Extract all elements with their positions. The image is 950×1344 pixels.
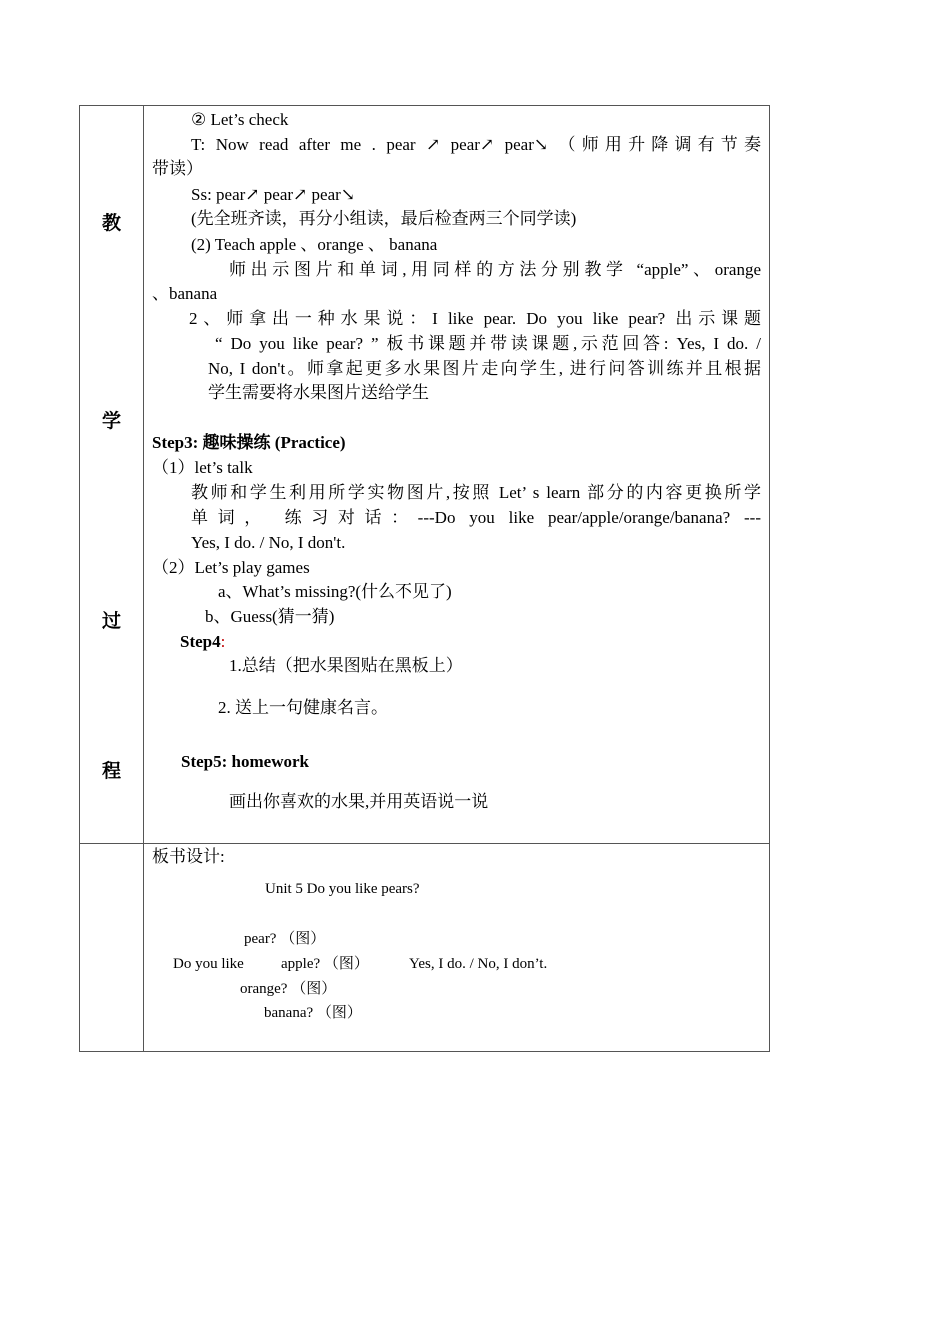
practice-dialog-line: 教师和学生利用所学实物图片,按照 Let’ s learn 部分的内容更换所学 [191, 483, 761, 502]
play-games-line: （2）Let’s play games [152, 558, 310, 577]
health-quote-line: 2. 送上一句健康名言。 [218, 698, 388, 717]
side-label-xue: 学 [101, 410, 121, 432]
side-label-guo: 过 [101, 610, 121, 632]
step3-heading: Step3: 趣味操练 (Practice) [152, 433, 346, 452]
lets-check-line: ② Let’s check [191, 110, 289, 129]
step4-colon: : [220, 632, 226, 651]
lets-talk-line: （1）let’s talk [152, 458, 253, 477]
side-label-jiao: 教 [101, 212, 121, 234]
column-divider [143, 106, 144, 1051]
qa-training-line: No, I don't。师拿起更多水果图片走向学生, 进行问答训练并且根据 [208, 359, 761, 378]
side-label-cheng: 程 [101, 760, 121, 782]
give-pictures-line: 学生需要将水果图片送给学生 [208, 383, 429, 402]
read-after-me-cont: 带读） [152, 159, 203, 178]
board-pear: pear? （图） [244, 931, 326, 947]
board-answer: Yes, I do. / No, I don’t. [409, 956, 548, 972]
practice-dialog-cont: 单词， 练习对话：---Do you like pear/apple/orange/banana? --- [191, 508, 761, 527]
step4-label: Step4 [180, 632, 221, 651]
board-design-label: 板书设计: [152, 847, 225, 866]
read-after-me-line: T: Now read after me . pear ↗ pear↗ pear↘ （师用升降调有节奏 [191, 135, 761, 154]
step4-heading [180, 633, 225, 650]
board-banana: banana? （图） [264, 1005, 362, 1021]
teacher-fruit-line: 2、师拿出一种水果说：I like pear. Do you like pear? 出示课题 [189, 309, 761, 328]
guess-line: b、Guess(猜一猜) [205, 607, 335, 626]
board-topic-line: “ Do you like pear? ” 板书课题并带读课题,示范回答: Yes, I do. / [215, 334, 761, 353]
board-orange: orange? （图） [240, 981, 337, 997]
board-title: Unit 5 Do you like pears? [265, 881, 420, 897]
show-pictures-cont: 、banana [152, 284, 218, 303]
board-do-you-like: Do you like [173, 956, 244, 972]
board-apple: apple? （图） [281, 956, 369, 972]
show-pictures-line: 师出示图片和单词,用同样的方法分别教学 “apple”、orange [229, 260, 761, 279]
students-read-line: Ss: pear↗ pear↗ pear↘ [191, 185, 356, 204]
row-divider [80, 843, 769, 844]
teach-fruits-line: (2) Teach apple 、orange 、 banana [191, 235, 438, 254]
homework-line: 画出你喜欢的水果,并用英语说一说 [229, 792, 489, 811]
step5-heading: Step5: homework [181, 752, 309, 771]
reading-method-line: (先全班齐读，再分小组读，最后检查两三个同学读) [191, 209, 577, 228]
summary-line: 1.总结（把水果图贴在黑板上） [229, 656, 463, 675]
practice-answer-line: Yes, I do. / No, I don't. [191, 533, 346, 552]
whats-missing-line: a、What’s missing?(什么不见了) [218, 582, 452, 601]
